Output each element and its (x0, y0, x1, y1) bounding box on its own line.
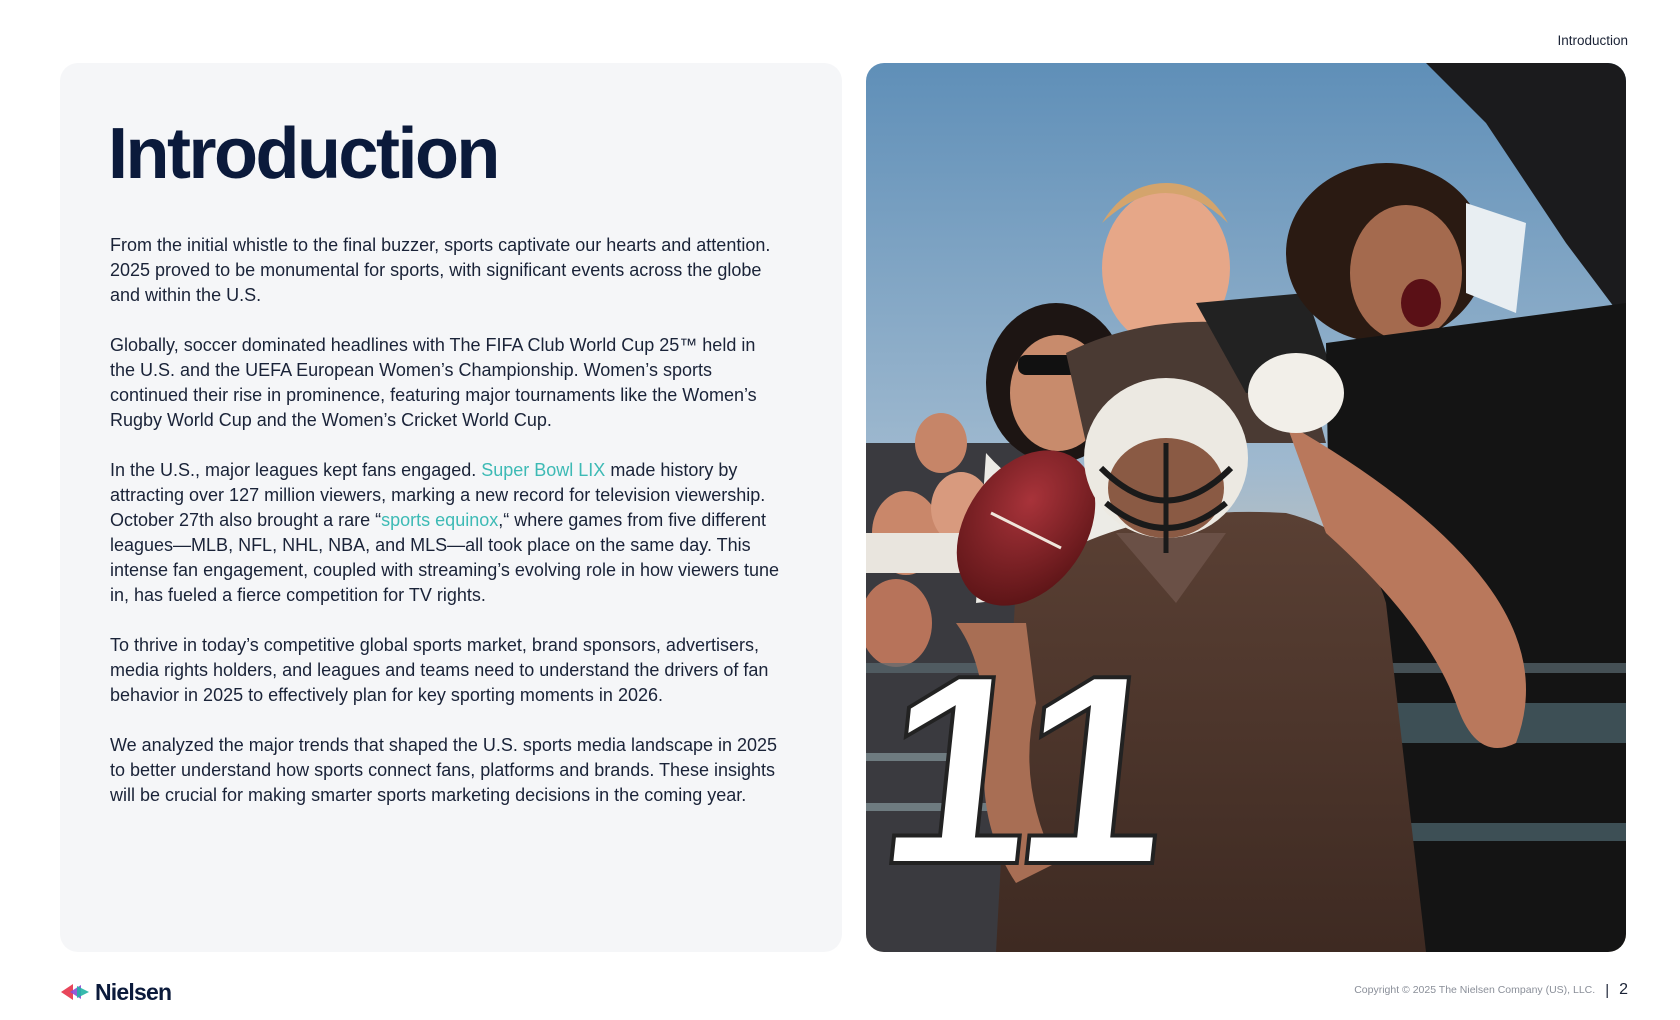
super-bowl-link[interactable]: Super Bowl LIX (481, 460, 606, 480)
paragraph-3 (110, 458, 785, 608)
nielsen-mark-icon (61, 982, 91, 1002)
paragraph-4: To thrive in today’s competitive global sports market, brand sponsors, advertisers, media rights holders, and leagues and teams need to understand the drivers of fan behavior in 2025 to effectively plan for key sporting moments in 2026. (110, 635, 769, 705)
sports-equinox-link[interactable]: sports equinox (381, 510, 499, 530)
page-number: 2 (1619, 981, 1628, 998)
fans-photo (866, 63, 1626, 952)
jersey-number: 11 (868, 619, 1186, 921)
paragraph-2: Globally, soccer dominated headlines with The FIFA Club World Cup 25™ held in the U.S. and the UEFA European Women’s Championship. Women’s sports continued their rise in prominence, featuring major tournaments like the Women’s Rugby World Cup and the Women’s Cricket World Cup. (110, 335, 757, 430)
nielsen-logo[interactable] (61, 977, 171, 1007)
paragraph-1: From the initial whistle to the final buzzer, sports captivate our hearts and attention. 2025 proved to be monumental for sports, with significant events across the globe and within the U.S. (110, 235, 771, 305)
section-label: Introduction (1557, 33, 1628, 48)
paragraph-3-part-a: In the U.S., major leagues kept fans engaged. (110, 460, 482, 480)
paragraph-5: We analyzed the major trends that shaped the U.S. sports media landscape in 2025 to better understand how sports connect fans, platforms and brands. These insights will be crucial for making smarter sports marketing decisions in the coming year. (110, 735, 778, 805)
intro-card (60, 63, 842, 952)
intro-body (110, 233, 785, 833)
footer-separator: | (1605, 981, 1610, 999)
footer (1354, 981, 1628, 999)
logo-wordmark: Nielsen (95, 978, 172, 1005)
page-title: Introduction (108, 114, 498, 194)
paragraph-3-part-c: ,“ where games from five different leagues—MLB, NFL, NHL, NBA, and MLS—all took place on the same day. This intense fan engagement, coupled with streaming’s evolving role in how viewers tune in, has fueled a fierce competition for TV rights. (110, 510, 780, 605)
paragraph-3-part-b: made history by attracting over 127 million viewers, marking a new record for television viewership. October 27th also brought a rare “ (110, 460, 766, 530)
copyright: Copyright © 2025 The Nielsen Company (US), LLC. (1354, 984, 1596, 996)
